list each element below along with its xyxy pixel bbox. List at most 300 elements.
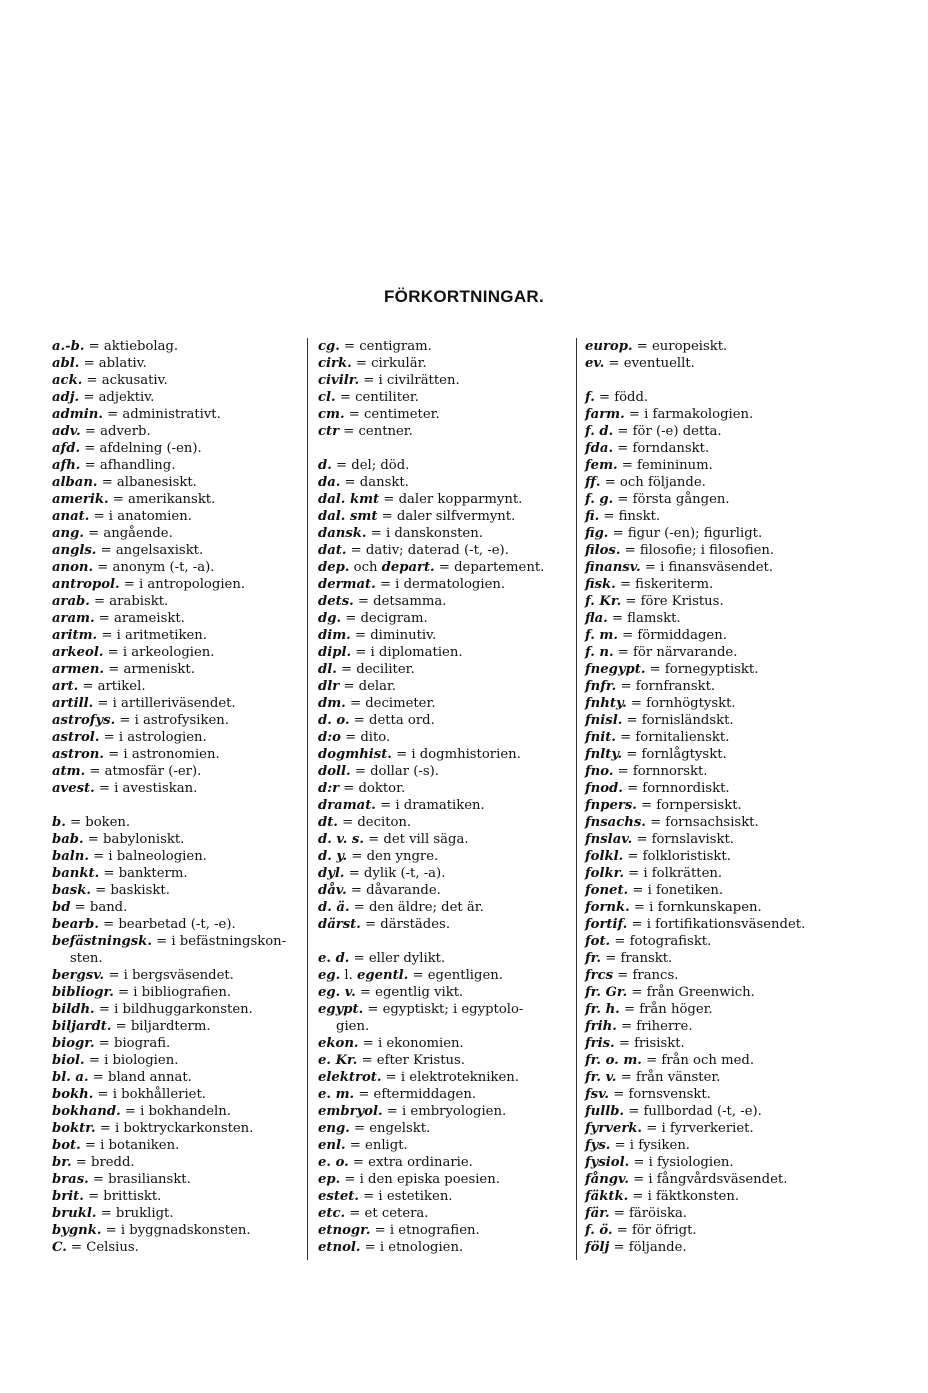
abbreviation-entry xyxy=(318,1052,573,1069)
abbreviation-meaning: = dylik (-t, -a). xyxy=(344,866,446,881)
abbreviation: fnegypt. xyxy=(585,662,646,677)
abbreviation-entry xyxy=(318,746,573,763)
abbreviation-meaning: = i farmakologien. xyxy=(624,407,754,422)
abbreviation: finansv. xyxy=(585,560,641,575)
abbreviation-meaning: = färöiska. xyxy=(609,1206,687,1221)
abbreviation: e. d. xyxy=(318,951,350,966)
abbreviation-meaning: = fornlågtyskt. xyxy=(622,747,727,762)
abbreviation: adj. xyxy=(52,390,80,405)
abbreviation-entry xyxy=(52,1069,304,1086)
abbreviation-meaning: = dåvarande. xyxy=(346,883,441,898)
abbreviation-meaning: = fornfranskt. xyxy=(616,679,716,694)
abbreviation: ctr xyxy=(318,424,340,439)
abbreviation-entry xyxy=(585,644,885,661)
abbreviation-entry xyxy=(318,372,573,389)
abbreviation: cg. xyxy=(318,339,340,354)
abbreviation-entry xyxy=(52,1018,304,1035)
abbreviation-meaning: = deciliter. xyxy=(336,662,415,677)
abbreviation: cm. xyxy=(318,407,345,422)
abbreviation-entry xyxy=(318,797,573,814)
abbreviation-meaning: = Celsius. xyxy=(66,1240,139,1255)
abbreviation-meaning: = albanesiskt. xyxy=(97,475,197,490)
abbreviation-entry xyxy=(585,610,885,627)
abbreviation: fla. xyxy=(585,611,608,626)
abbreviation-entry xyxy=(585,746,885,763)
abbreviation-entry xyxy=(318,1188,573,1205)
abbreviation-meaning: = friherre. xyxy=(616,1019,693,1034)
abbreviation: afh. xyxy=(52,458,81,473)
column-divider xyxy=(307,338,308,1260)
abbreviation-meaning: = dollar (-s). xyxy=(350,764,439,779)
abbreviation: f. ö. xyxy=(585,1223,613,1238)
abbreviation-meaning: = del; död. xyxy=(331,458,410,473)
abbreviation: enl. xyxy=(318,1138,346,1153)
abbreviation-entry xyxy=(318,1086,573,1103)
abbreviation: biogr. xyxy=(52,1036,95,1051)
abbreviation: abl. xyxy=(52,356,80,371)
abbreviation-entry xyxy=(52,1222,304,1239)
abbreviation-meaning: = fornisländskt. xyxy=(622,713,734,728)
abbreviation-entry xyxy=(52,678,304,695)
abbreviation-meaning: = i dramatiken. xyxy=(375,798,485,813)
abbreviation-entry xyxy=(585,1205,885,1222)
abbreviation-entry xyxy=(52,457,304,474)
abbreviation-entry xyxy=(585,831,885,848)
abbreviation: fr. o. m. xyxy=(585,1053,642,1068)
abbreviation-entry xyxy=(585,1001,885,1018)
abbreviation-meaning: = från vänster. xyxy=(616,1070,721,1085)
abbreviation: europ. xyxy=(585,339,633,354)
abbreviation: frih. xyxy=(585,1019,617,1034)
abbreviation-meaning: = daler silfvermynt. xyxy=(377,509,516,524)
letter-group-spacer xyxy=(318,440,573,457)
abbreviation-entry xyxy=(52,355,304,372)
abbreviation: fi. xyxy=(585,509,600,524)
abbreviation-entry xyxy=(585,491,885,508)
abbreviation: dim. xyxy=(318,628,351,643)
abbreviation-entry xyxy=(585,780,885,797)
abbreviation-entry xyxy=(585,1086,885,1103)
abbreviation-meaning: = baskiskt. xyxy=(90,883,170,898)
abbreviation: fr. v. xyxy=(585,1070,617,1085)
abbreviation: d. o. xyxy=(318,713,350,728)
abbreviation-meaning: = ackusativ. xyxy=(82,373,168,388)
abbreviation-entry xyxy=(52,865,304,882)
abbreviation-entry xyxy=(52,491,304,508)
abbreviation-meaning: = dito. xyxy=(340,730,391,745)
abbreviation: dipl. xyxy=(318,645,352,660)
abbreviation-entry xyxy=(52,831,304,848)
abbreviation: ev. xyxy=(585,356,605,371)
abbreviation-entry xyxy=(318,967,573,984)
abbreviation-entry xyxy=(585,440,885,457)
abbreviation: eng. xyxy=(318,1121,350,1136)
abbreviation-meaning: = i dogmhistorien. xyxy=(391,747,521,762)
abbreviation-entry xyxy=(52,1188,304,1205)
abbreviation-entry xyxy=(52,1052,304,1069)
abbreviation-entry xyxy=(318,712,573,729)
abbreviation: a.-b. xyxy=(52,339,85,354)
abbreviation: amerik. xyxy=(52,492,109,507)
abbreviation-entry xyxy=(585,967,885,984)
abbreviation: dåv. xyxy=(318,883,347,898)
abbreviation: bras. xyxy=(52,1172,89,1187)
abbreviation: fris. xyxy=(585,1036,615,1051)
abbreviation-meaning: = diminutiv. xyxy=(350,628,437,643)
abbreviation-entry xyxy=(318,729,573,746)
abbreviation: bab. xyxy=(52,832,84,847)
abbreviation-entry xyxy=(585,814,885,831)
abbreviation-meaning: = därstädes. xyxy=(360,917,451,932)
abbreviation: dyl. xyxy=(318,866,345,881)
abbreviation: avest. xyxy=(52,781,95,796)
abbreviation: bildh. xyxy=(52,1002,95,1017)
abbreviation: e. o. xyxy=(318,1155,349,1170)
abbreviation: fisk. xyxy=(585,577,616,592)
abbreviation-entry xyxy=(52,593,304,610)
abbreviation-entry xyxy=(52,406,304,423)
abbreviation-meaning: = eller dylikt. xyxy=(349,951,446,966)
abbreviation-meaning: = biljardterm. xyxy=(111,1019,211,1034)
abbreviation: f. n. xyxy=(585,645,614,660)
abbreviation: aram. xyxy=(52,611,95,626)
abbreviation-entry xyxy=(585,865,885,882)
abbreviation-entry xyxy=(52,610,304,627)
abbreviation: fsv. xyxy=(585,1087,610,1102)
abbreviation-meaning: = eftermiddagen. xyxy=(354,1087,477,1102)
abbreviation-entry xyxy=(318,508,573,525)
abbreviation: dep. xyxy=(318,560,350,575)
abbreviation-meaning: = artikel. xyxy=(78,679,146,694)
abbreviation: fnod. xyxy=(585,781,623,796)
abbreviation-entry xyxy=(52,542,304,559)
abbreviation: fem. xyxy=(585,458,618,473)
abbreviation: eg. v. xyxy=(318,985,356,1000)
abbreviation-entry xyxy=(318,865,573,882)
abbreviation-entry xyxy=(318,780,573,797)
abbreviation-entry xyxy=(318,831,573,848)
abbreviation-meaning: = delar. xyxy=(339,679,396,694)
abbreviation-entry xyxy=(585,916,885,933)
abbreviation-meaning: = i den episka poesien. xyxy=(340,1172,500,1187)
abbreviation-entry xyxy=(52,1171,304,1188)
abbreviation-meaning: = i civilrätten. xyxy=(359,373,460,388)
abbreviation-entry xyxy=(318,984,573,1001)
abbreviation-entry xyxy=(318,1137,573,1154)
abbreviation-entry xyxy=(52,525,304,542)
abbreviation-meaning: = brittiskt. xyxy=(83,1189,162,1204)
abbreviation-meaning: = engelskt. xyxy=(349,1121,431,1136)
abbreviation-entry xyxy=(318,899,573,916)
abbreviation-entry xyxy=(585,525,885,542)
abbreviation-entry xyxy=(52,1120,304,1137)
abbreviation-meaning: = fornnorskt. xyxy=(613,764,708,779)
abbreviation: fys. xyxy=(585,1138,611,1153)
abbreviation: elektrot. xyxy=(318,1070,382,1085)
abbreviation-meaning: = egyptiskt; i egyptolo- xyxy=(363,1002,524,1017)
abbreviation: ff. xyxy=(585,475,601,490)
abbreviation-meaning: = i astrofysiken. xyxy=(115,713,229,728)
abbreviation-meaning: = i fornkunskapen. xyxy=(629,900,762,915)
abbreviation: dal. smt xyxy=(318,509,378,524)
abbreviation: fnpers. xyxy=(585,798,637,813)
abbreviation-entry xyxy=(52,967,304,984)
abbreviation-entry xyxy=(585,559,885,576)
abbreviation: etnol. xyxy=(318,1240,361,1255)
abbreviation: bygnk. xyxy=(52,1223,102,1238)
abbreviation: da. xyxy=(318,475,341,490)
abbreviation-meaning: = brukligt. xyxy=(96,1206,174,1221)
abbreviation-meaning: = fornnordiskt. xyxy=(622,781,730,796)
abbreviation-meaning: = afhandling. xyxy=(80,458,176,473)
abbreviation-meaning: = centiliter. xyxy=(335,390,419,405)
abbreviation-entry xyxy=(52,882,304,899)
abbreviation-meaning: = doktor. xyxy=(339,781,406,796)
abbreviation-meaning: = femininum. xyxy=(617,458,713,473)
abbreviation: f. Kr. xyxy=(585,594,622,609)
abbreviation-entry xyxy=(318,406,573,423)
abbreviation: bask. xyxy=(52,883,91,898)
abbreviation-entry xyxy=(585,457,885,474)
abbreviation-meaning: = fornhögtyskt. xyxy=(626,696,736,711)
abbreviation: ack. xyxy=(52,373,83,388)
abbreviation-meaning: = och följande. xyxy=(600,475,706,490)
abbreviation-entry xyxy=(318,559,573,576)
abbreviation: fno. xyxy=(585,764,614,779)
abbreviation-meaning: = fornpersiskt. xyxy=(636,798,742,813)
abbreviation: fr. Gr. xyxy=(585,985,628,1000)
abbreviation: fnisl. xyxy=(585,713,623,728)
abbreviation: anat. xyxy=(52,509,90,524)
abbreviation-entry xyxy=(318,1205,573,1222)
abbreviation-entry xyxy=(585,712,885,729)
abbreviation-meaning-continued: gien. xyxy=(336,1019,370,1034)
abbreviation: folkr. xyxy=(585,866,624,881)
abbreviation-entry xyxy=(52,627,304,644)
abbreviation-entry xyxy=(318,355,573,372)
abbreviation-entry xyxy=(585,338,885,355)
abbreviation: fda. xyxy=(585,441,614,456)
abbreviation-entry xyxy=(52,372,304,389)
letter-group-spacer xyxy=(52,797,304,814)
abbreviation-entry xyxy=(585,1171,885,1188)
abbreviation: farm. xyxy=(585,407,625,422)
abbreviation: depart. xyxy=(381,560,435,575)
abbreviation-entry xyxy=(52,712,304,729)
abbreviation-meaning: = anonym (-t, -a). xyxy=(93,560,215,575)
abbreviation-meaning: = flamskt. xyxy=(607,611,681,626)
abbreviation-meaning: = för närvarande. xyxy=(613,645,738,660)
abbreviation-entry xyxy=(318,627,573,644)
abbreviation-entry xyxy=(318,423,573,440)
abbreviation-entry xyxy=(585,1239,885,1256)
abbreviation: afd. xyxy=(52,441,81,456)
abbreviation-meaning: = den yngre. xyxy=(347,849,439,864)
abbreviation-entry xyxy=(585,1103,885,1120)
abbreviation-entry xyxy=(585,389,885,406)
abbreviation-entry xyxy=(585,1052,885,1069)
abbreviation-meaning: = i artilleriväsendet. xyxy=(93,696,236,711)
abbreviation-meaning: = i boktryckarkonsten. xyxy=(95,1121,254,1136)
abbreviation-meaning: = departement. xyxy=(434,560,545,575)
abbreviation: armen. xyxy=(52,662,105,677)
abbreviation-entry xyxy=(585,406,885,423)
abbreviation-meaning: = angelsaxiskt. xyxy=(96,543,204,558)
abbreviation: fnsachs. xyxy=(585,815,646,830)
abbreviation-meaning: = administrativt. xyxy=(102,407,221,422)
abbreviation-meaning: = i bokhandeln. xyxy=(120,1104,231,1119)
abbreviation: admin. xyxy=(52,407,103,422)
abbreviation: dal. kmt xyxy=(318,492,380,507)
abbreviation-entry xyxy=(52,746,304,763)
abbreviation: C. xyxy=(52,1240,67,1255)
abbreviation-entry xyxy=(52,661,304,678)
abbreviation: art. xyxy=(52,679,79,694)
abbreviation-meaning: = francs. xyxy=(613,968,679,983)
abbreviation-entry xyxy=(318,474,573,491)
abbreviation: astrofys. xyxy=(52,713,116,728)
abbreviation-meaning: = i fortifikationsväsendet. xyxy=(627,917,806,932)
abbreviation: antropol. xyxy=(52,577,120,592)
abbreviation: fysiol. xyxy=(585,1155,630,1170)
abbreviation-entry xyxy=(585,1069,885,1086)
abbreviation: f. xyxy=(585,390,595,405)
abbreviation-column-1 xyxy=(52,338,304,1256)
abbreviation: fr. h. xyxy=(585,1002,620,1017)
abbreviation: arkeol. xyxy=(52,645,104,660)
abbreviation: dogmhist. xyxy=(318,747,392,762)
letter-group-spacer xyxy=(318,933,573,950)
abbreviation-entry xyxy=(52,389,304,406)
abbreviation: astron. xyxy=(52,747,104,762)
abbreviation-meaning: = bland annat. xyxy=(88,1070,192,1085)
abbreviation-column-3 xyxy=(585,338,885,1256)
abbreviation: därst. xyxy=(318,917,361,932)
abbreviation-meaning: = forndanskt. xyxy=(613,441,710,456)
abbreviation-entry xyxy=(52,508,304,525)
abbreviation-entry xyxy=(318,1222,573,1239)
abbreviation-entry xyxy=(318,1154,573,1171)
abbreviation-meaning: = detsamma. xyxy=(353,594,447,609)
abbreviation-entry xyxy=(585,729,885,746)
abbreviation-meaning: = fornitalienskt. xyxy=(615,730,730,745)
abbreviation-entry xyxy=(318,882,573,899)
abbreviation-entry xyxy=(585,933,885,950)
abbreviation: ep. xyxy=(318,1172,341,1187)
abbreviation-meaning: = i fysiken. xyxy=(610,1138,690,1153)
abbreviation: fångv. xyxy=(585,1172,629,1187)
abbreviation: angls. xyxy=(52,543,97,558)
abbreviation-meaning: = franskt. xyxy=(601,951,673,966)
abbreviation-meaning: = i elektrotekniken. xyxy=(381,1070,519,1085)
abbreviation-meaning: l. xyxy=(340,968,357,983)
abbreviation-meaning: = fornslaviskt. xyxy=(632,832,734,847)
abbreviation-entry xyxy=(52,695,304,712)
abbreviation: arab. xyxy=(52,594,90,609)
abbreviation-entry xyxy=(318,389,573,406)
abbreviation-meaning-continued: sten. xyxy=(70,951,103,966)
abbreviation-meaning: = i befästningskon- xyxy=(151,934,287,949)
abbreviation: e. Kr. xyxy=(318,1053,358,1068)
abbreviation-entry xyxy=(52,474,304,491)
abbreviation-entry xyxy=(52,984,304,1001)
abbreviation: dets. xyxy=(318,594,354,609)
abbreviation-meaning: = i dermatologien. xyxy=(375,577,506,592)
abbreviation-entry xyxy=(52,729,304,746)
abbreviation-entry xyxy=(52,814,304,831)
abbreviation-entry xyxy=(585,508,885,525)
abbreviation-entry xyxy=(52,1086,304,1103)
abbreviation-meaning: = i avestiskan. xyxy=(94,781,198,796)
abbreviation-meaning: = finskt. xyxy=(599,509,661,524)
abbreviation: biol. xyxy=(52,1053,85,1068)
abbreviation: civilr. xyxy=(318,373,360,388)
abbreviation-entry xyxy=(585,1018,885,1035)
abbreviation: fär. xyxy=(585,1206,610,1221)
abbreviation: ekon. xyxy=(318,1036,359,1051)
abbreviation-meaning: = fornsachsiskt. xyxy=(645,815,759,830)
abbreviation-entry xyxy=(585,1035,885,1052)
abbreviation-entry xyxy=(585,984,885,1001)
abbreviation-entry xyxy=(318,525,573,542)
abbreviation-entry xyxy=(52,559,304,576)
abbreviation-meaning: = i fångvårdsväsendet. xyxy=(628,1172,788,1187)
abbreviation: boktr. xyxy=(52,1121,96,1136)
abbreviation: frcs xyxy=(585,968,614,983)
abbreviation: e. m. xyxy=(318,1087,355,1102)
abbreviation-meaning: = europeiskt. xyxy=(632,339,728,354)
abbreviation-entry xyxy=(52,848,304,865)
abbreviation: f. g. xyxy=(585,492,614,507)
abbreviation-meaning: = i balneologien. xyxy=(88,849,207,864)
abbreviation: adv. xyxy=(52,424,81,439)
abbreviation-meaning: = figur (-en); figurligt. xyxy=(608,526,763,541)
abbreviation-entry xyxy=(318,695,573,712)
abbreviation: dm. xyxy=(318,696,346,711)
abbreviation-meaning: = ablativ. xyxy=(79,356,147,371)
abbreviation-entry xyxy=(318,763,573,780)
abbreviation: dermat. xyxy=(318,577,376,592)
abbreviation-meaning: = i bildhuggarkonsten. xyxy=(94,1002,253,1017)
abbreviation: f. d. xyxy=(585,424,614,439)
abbreviation-meaning: = eventuellt. xyxy=(604,356,695,371)
abbreviation-meaning: = i aritmetiken. xyxy=(97,628,207,643)
abbreviation-meaning: = i danskonsten. xyxy=(366,526,483,541)
abbreviation: dg. xyxy=(318,611,342,626)
abbreviation-meaning: = aktiebolag. xyxy=(84,339,179,354)
abbreviation-meaning: = danskt. xyxy=(340,475,409,490)
abbreviation: bearb. xyxy=(52,917,99,932)
abbreviation-meaning: = afdelning (-en). xyxy=(80,441,202,456)
abbreviation-entry xyxy=(318,916,573,933)
column-divider xyxy=(576,338,577,1260)
abbreviation: aritm. xyxy=(52,628,98,643)
abbreviation-meaning: = följande. xyxy=(609,1240,687,1255)
abbreviation: f. m. xyxy=(585,628,618,643)
abbreviation-entry xyxy=(318,1239,573,1256)
abbreviation-entry xyxy=(318,610,573,627)
abbreviation-meaning: = egentlig vikt. xyxy=(355,985,464,1000)
abbreviation: dat. xyxy=(318,543,347,558)
abbreviation-entry xyxy=(318,661,573,678)
abbreviation-meaning: = fotografiskt. xyxy=(610,934,712,949)
abbreviation-meaning: = centimeter. xyxy=(344,407,440,422)
abbreviation: etnogr. xyxy=(318,1223,371,1238)
abbreviation: fornk. xyxy=(585,900,630,915)
abbreviation-meaning: = för (-e) detta. xyxy=(613,424,722,439)
abbreviation: fullb. xyxy=(585,1104,625,1119)
abbreviation-entry xyxy=(318,593,573,610)
